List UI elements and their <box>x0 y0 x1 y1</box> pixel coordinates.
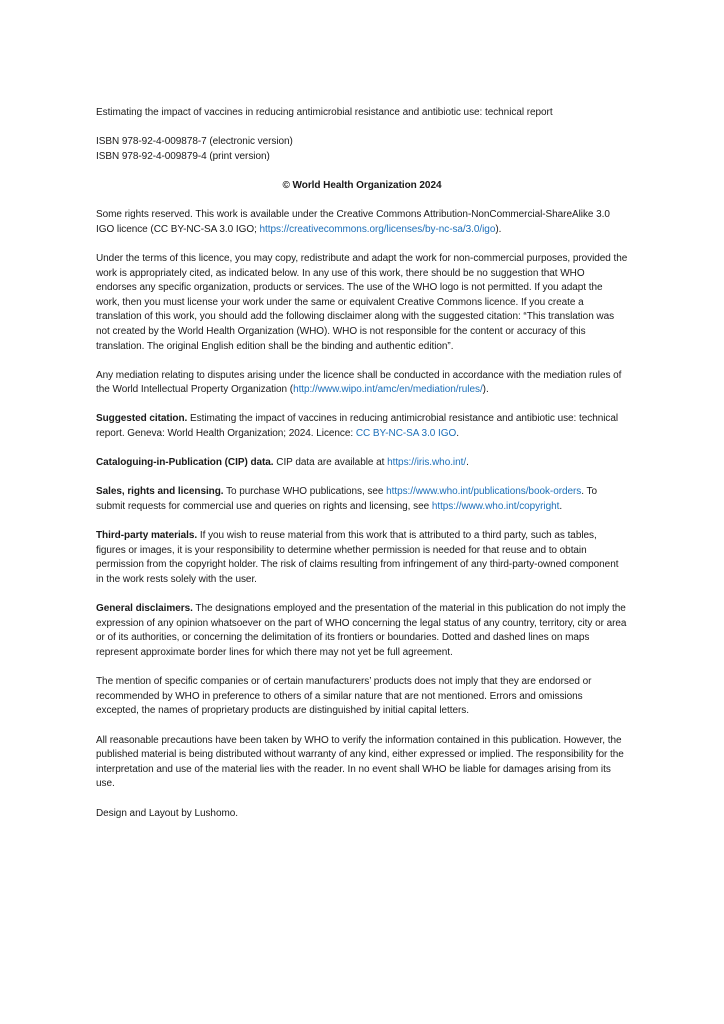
copyright-notice: © World Health Organization 2024 <box>282 179 442 191</box>
disclaimers-paragraph <box>96 602 628 660</box>
copyright-page <box>96 106 628 821</box>
rights-end: ). <box>495 223 502 235</box>
cip-end: . <box>466 457 469 469</box>
mediation-paragraph <box>96 369 628 398</box>
design-credit: Design and Layout by Lushomo. <box>96 807 238 819</box>
citation-text: Estimating the impact of vaccines in reducing antimicrobial resistance and antibiotic use: technical report. Geneva: World Health Organization; 2024. Licence: <box>96 413 619 440</box>
cip-text: CIP data are available at <box>273 457 388 469</box>
copyright-link[interactable]: https://www.who.int/copyright <box>431 501 560 513</box>
third-party-paragraph <box>96 529 628 587</box>
sales-label: Sales, rights and licensing. <box>96 486 224 498</box>
mediation-end: ). <box>482 384 489 396</box>
sales-end: . <box>559 501 563 513</box>
iris-link[interactable]: https://iris.who.int/ <box>387 457 467 469</box>
report-title: Estimating the impact of vaccines in reducing antimicrobial resistance and antibiotic use: technical report <box>96 107 553 118</box>
mediation-text: Any mediation relating to disputes arising under the licence shall be conducted in accordance with the mediation rules of the World Intellectual Property Organization ( <box>96 369 622 396</box>
rights-text: Some rights reserved. This work is available under the Creative Commons Attribution-NonCommercial-ShareAlike 3.0 IGO licence (CC BY-NC-SA 3.0 IGO; <box>96 209 610 235</box>
book-orders-link[interactable]: https://www.who.int/publications/book-orders <box>386 486 582 498</box>
third-party-label: Third-party materials. <box>96 530 198 542</box>
disclaimers-text: The designations employed and the presentation of the material in this publication do not imply the expression of any opinion whatsoever on the part of WHO concerning the legal status of any country, territory, city or area or of its authorities, or concerning the delimitation of its frontiers or boundaries. Dotted and dashed lines on maps represent approximate border lines for which there may not yet be full agreement. <box>96 603 627 658</box>
rights-paragraph <box>96 208 628 237</box>
precautions-paragraph: All reasonable precautions have been taken by WHO to verify the information contained in this publication. However, the published material is being distributed without warranty of any kind, either expressed or implied. The responsibility for the interpretation and use of the material lies with the reader. In no event shall WHO be liable for damages arising from its use. <box>96 734 624 790</box>
sales-text: To purchase WHO publications, see <box>223 486 387 498</box>
third-party-text: If you wish to reuse material from this work that is attributed to a third party, such as tables, figures or images, it is your responsibility to determine whether permission is needed for that reuse and to obtain permission from the copyright holder. The risk of claims resulting from infringement of any third-party-owned component in the work rests solely with the user. <box>96 530 619 585</box>
cc-licence-link[interactable]: https://creativecommons.org/licenses/by-nc-sa/3.0/igo <box>259 223 496 235</box>
isbn-print: ISBN 978-92-4-009879-4 (print version) <box>96 150 270 162</box>
citation-paragraph <box>96 412 628 441</box>
citation-licence-link[interactable]: CC BY-NC-SA 3.0 IGO <box>355 428 457 440</box>
isbn-electronic: ISBN 978-92-4-009878-7 (electronic version) <box>96 136 293 148</box>
licence-terms-paragraph: Under the terms of this licence, you may copy, redistribute and adapt the work for non-commercial purposes, provided the work is appropriately cited, as indicated below. In any use of this work, there should be no suggestion that WHO endorses any specific organization, products or services. The use of the WHO logo is not permitted. If you adapt the work, then you must license your work under the same or equivalent Creative Commons licence. If you create a translation of this work, you should add the following disclaimer along with the suggested citation: “This translation was not created by the World Health Organization (WHO). WHO is not responsible for the content or accuracy of this translation. The original English edition shall be the binding and authentic edition”. <box>96 252 628 352</box>
sales-paragraph <box>96 485 628 514</box>
sales-middle: . To submit requests for commercial use and queries on rights and licensing, see <box>96 486 597 513</box>
mention-paragraph: The mention of specific companies or of certain manufacturers’ products does not imply that they are endorsed or recommended by WHO in preference to others of a similar nature that are not mentioned. Errors and omissions excepted, the names of proprietary products are distinguished by initial capital letters. <box>96 676 592 717</box>
citation-end: . <box>456 428 459 440</box>
cip-label: Cataloguing-in-Publication (CIP) data. <box>96 457 274 469</box>
citation-label: Suggested citation. <box>96 413 188 425</box>
wipo-mediation-link[interactable]: http://www.wipo.int/amc/en/mediation/rules/ <box>293 384 483 396</box>
cip-paragraph <box>96 456 628 471</box>
disclaimers-label: General disclaimers. <box>96 603 193 615</box>
